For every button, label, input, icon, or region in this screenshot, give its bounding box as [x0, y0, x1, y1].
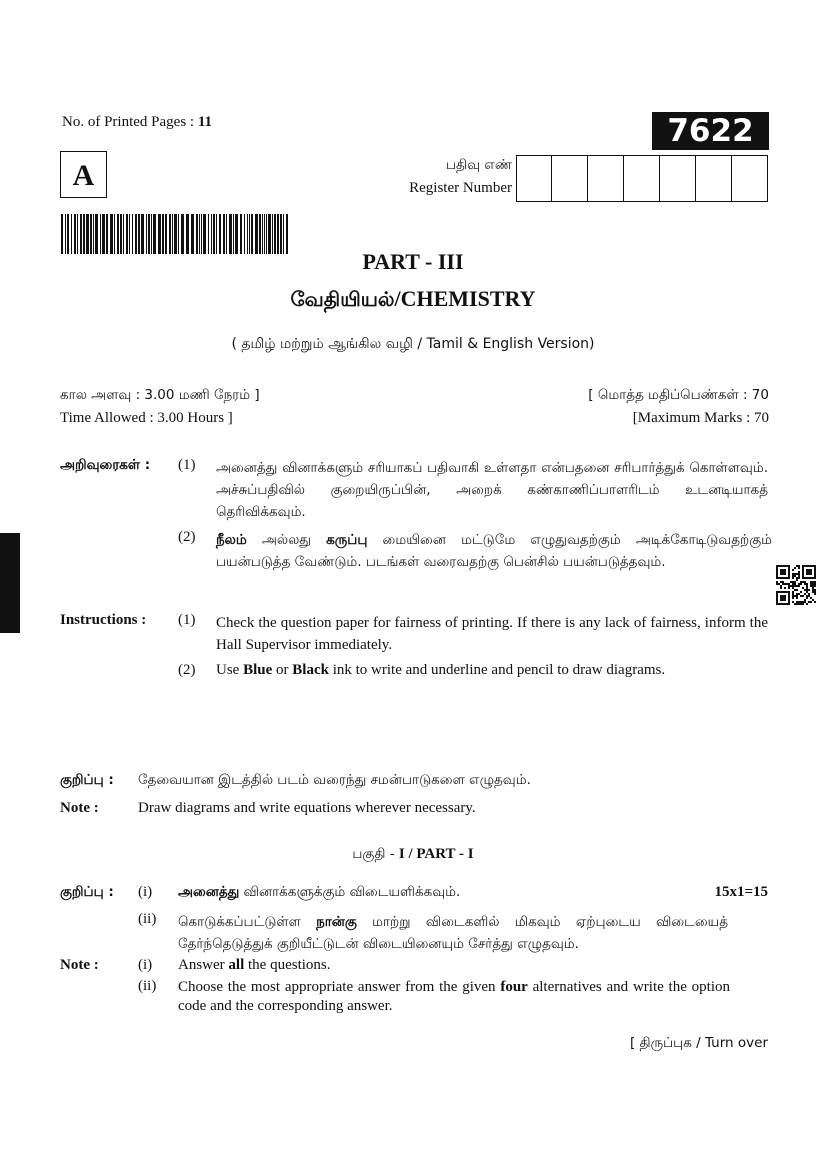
subject-title-tamil: வேதியியல்: [290, 287, 395, 311]
qr-code-image: [776, 565, 816, 605]
barcode-bar: [223, 214, 225, 254]
qr-module: [792, 577, 794, 579]
barcode-bar: [114, 214, 115, 254]
instruction-text-tamil: அனைத்து வினாக்களும் சரியாகப் பதிவாகி உள்ளதா என்பதனை சரிபார்த்துக் கொள்ளவும். அச்சுப்பதிவில் குறையிருப்பின், அறைக் கண்காணிப்பாளரிடம் உடனடியாகத் தெரிவிக்கவும்.: [216, 460, 768, 520]
ink-black-tamil: கருப்பு: [326, 532, 368, 548]
note-item-number: (ii): [138, 978, 157, 994]
qr-module: [796, 589, 798, 591]
qr-module: [802, 587, 804, 589]
margin-marker: [0, 533, 20, 633]
instruction-number: (1): [178, 457, 196, 473]
note-tamil-text: தேவையான இடத்தில் படம் வரைந்து சமன்பாடுகளை எழுதவும்.: [138, 772, 531, 788]
instruction-number: (1): [178, 612, 196, 628]
qr-module: [792, 575, 794, 577]
qr-module: [778, 583, 780, 585]
text-fragment: ink to write and underline and pencil to draw diagrams.: [328, 662, 666, 678]
part1-note-tamil-label: குறிப்பு :: [60, 884, 114, 900]
qr-module: [798, 583, 800, 585]
qr-module: [794, 575, 796, 577]
qr-module: [794, 589, 796, 591]
qr-module: [814, 589, 816, 591]
qr-module: [796, 597, 798, 599]
instruction-number: (2): [178, 529, 196, 545]
text-fragment: the questions.: [244, 957, 331, 973]
section-title-tamil: பகுதி -: [352, 846, 399, 862]
text-fragment: Answer: [178, 957, 229, 973]
qr-module: [800, 591, 802, 593]
note-item-number: (i): [138, 884, 153, 900]
register-number-boxes: [516, 155, 768, 202]
register-digit-box: [516, 155, 552, 202]
qr-module: [798, 565, 800, 567]
note-item-text-tamil: [178, 884, 460, 902]
qr-module: [798, 585, 800, 587]
note-tamil-label: குறிப்பு :: [60, 772, 114, 788]
barcode-bar: [181, 214, 184, 254]
barcode-bar: [201, 214, 202, 254]
barcode-bar: [272, 214, 273, 254]
barcode-bar: [219, 214, 221, 254]
qr-module: [784, 587, 786, 589]
barcode-bar: [172, 214, 173, 254]
qr-module: [808, 595, 810, 597]
qr-module: [812, 599, 814, 601]
qr-module: [792, 597, 794, 599]
qr-module: [796, 595, 798, 597]
barcode-bar: [244, 214, 245, 254]
qr-finder: [806, 569, 812, 575]
qr-module: [810, 581, 812, 583]
register-digit-box: [588, 155, 624, 202]
barcode-bar: [148, 214, 150, 254]
text-fragment: கொடுக்கப்பட்டுள்ள: [178, 914, 317, 930]
qr-module: [796, 573, 798, 575]
part1-marks: 15x1=15: [714, 884, 768, 900]
barcode-bar: [123, 214, 124, 254]
qr-module: [800, 601, 802, 603]
qr-module: [790, 585, 792, 587]
barcode-bar: [65, 214, 66, 254]
qr-module: [788, 587, 790, 589]
barcode-bar: [77, 214, 78, 254]
qr-module: [780, 585, 782, 587]
register-digit-box: [552, 155, 588, 202]
qr-module: [806, 585, 808, 587]
barcode-bar: [138, 214, 140, 254]
qr-module: [794, 583, 796, 585]
qr-module: [806, 587, 808, 589]
text-fragment: வினாக்களுக்கும் விடையளிக்கவும்.: [239, 884, 461, 900]
text-fragment: alternatives and write the option code and the corresponding answer.: [178, 979, 730, 1014]
qr-module: [814, 585, 816, 587]
part-title: PART - III: [362, 249, 464, 274]
barcode-bar: [178, 214, 179, 254]
ink-blue-tamil: நீலம்: [216, 532, 247, 548]
series-letter: A: [60, 151, 107, 198]
qr-module: [776, 581, 778, 583]
barcode-bar: [110, 214, 113, 254]
qr-module: [810, 601, 812, 603]
barcode-bar: [191, 214, 194, 254]
barcode-bar: [274, 214, 276, 254]
barcode-bar: [153, 214, 156, 254]
qr-module: [806, 603, 808, 605]
note-english-label: Note :: [60, 800, 99, 816]
qr-module: [798, 577, 800, 579]
barcode-bar: [86, 214, 89, 254]
qr-module: [792, 591, 794, 593]
register-label-tamil: பதிவு எண்: [445, 157, 512, 173]
qr-module: [788, 585, 790, 587]
qr-module: [812, 581, 814, 583]
barcode-bar: [165, 214, 167, 254]
qr-module: [802, 603, 804, 605]
barcode-bar: [132, 214, 133, 254]
barcode-bar: [129, 214, 130, 254]
max-marks-tamil: [ மொத்த மதிப்பெண்கள் : 70: [588, 387, 769, 403]
qr-module: [812, 583, 814, 585]
qr-module: [806, 597, 808, 599]
barcode-bar: [203, 214, 206, 254]
barcode-bar: [93, 214, 94, 254]
qr-module: [792, 601, 794, 603]
text-fragment: அல்லது: [246, 532, 327, 548]
qr-module: [800, 595, 802, 597]
qr-module: [810, 585, 812, 587]
qr-module: [790, 581, 792, 583]
paper-code: 7622: [652, 112, 769, 150]
qr-module: [792, 595, 794, 597]
emphasis-all: all: [228, 957, 245, 973]
printed-pages: [62, 114, 212, 131]
qr-module: [808, 589, 810, 591]
qr-module: [788, 583, 790, 585]
qr-module: [804, 593, 806, 595]
barcode-bar: [240, 214, 242, 254]
qr-module: [792, 593, 794, 595]
barcode-bar: [74, 214, 76, 254]
barcode-bar: [277, 214, 279, 254]
qr-module: [798, 575, 800, 577]
subject-title: [0, 286, 826, 314]
qr-module: [812, 589, 814, 591]
barcode-bar: [174, 214, 177, 254]
qr-module: [804, 589, 806, 591]
qr-module: [794, 581, 796, 583]
barcode-bar: [71, 214, 72, 254]
barcode-bar: [259, 214, 261, 254]
note-english-text: Draw diagrams and write equations wherever necessary.: [138, 800, 476, 816]
note-item-text-tamil: [178, 911, 728, 955]
barcode-bar: [280, 214, 282, 254]
qr-module: [780, 587, 782, 589]
barcode-bar: [61, 214, 63, 254]
text-fragment: மாற்று விடைகளில் மிகவும் ஏற்புடைய விடையைத் தேர்ந்தெடுத்துக் குறியீட்டுடன் விடையினையும் சேர்த்து எழுதவும்.: [178, 914, 729, 952]
time-allowed-english: Time Allowed : 3.00 Hours ]: [60, 410, 233, 426]
barcode-bar: [211, 214, 212, 254]
instructions-tamil-label: அறிவுரைகள் :: [60, 457, 151, 473]
section-title-english: I / PART - I: [398, 846, 474, 862]
barcode-bar: [226, 214, 227, 254]
barcode-bar: [268, 214, 271, 254]
qr-module: [786, 583, 788, 585]
barcode-bar: [199, 214, 200, 254]
barcode-bar: [216, 214, 217, 254]
ink-black: Black: [292, 662, 329, 678]
qr-module: [792, 583, 794, 585]
qr-module: [800, 581, 802, 583]
barcode-bar: [235, 214, 238, 254]
qr-module: [792, 569, 794, 571]
barcode-bar: [255, 214, 258, 254]
register-digit-box: [660, 155, 696, 202]
qr-module: [812, 587, 814, 589]
barcode-bar: [158, 214, 161, 254]
qr-module: [800, 583, 802, 585]
subject-title-english: /CHEMISTRY: [394, 286, 536, 311]
emphasis-four: four: [500, 979, 528, 995]
qr-module: [814, 581, 816, 583]
emphasis-all-tamil: அனைத்து: [178, 884, 240, 900]
text-fragment: Use: [216, 662, 244, 678]
qr-module: [796, 603, 798, 605]
qr-module: [808, 601, 810, 603]
qr-module: [796, 565, 798, 567]
qr-module: [794, 595, 796, 597]
qr-module: [808, 593, 810, 595]
barcode-bar: [90, 214, 92, 254]
max-marks-english: [Maximum Marks : 70: [632, 410, 769, 426]
instruction-text-english: [216, 662, 768, 679]
text-fragment: மையினை மட்டுமே எழுதுவதற்கும் அடிக்கோடிடுவதற்கும் பயன்படுத்த வேண்டும். படங்கள் வரைவதற்கு பென்சில் பயன்படுத்தவும்.: [216, 532, 772, 570]
qr-module: [780, 581, 782, 583]
barcode-bar: [151, 214, 152, 254]
barcode-bar: [141, 214, 144, 254]
qr-module: [804, 583, 806, 585]
barcode-bar: [146, 214, 147, 254]
barcode-bar: [117, 214, 119, 254]
version-line: ( தமிழ் மற்றும் ஆங்கில வழி / Tamil & English Version): [231, 336, 595, 352]
barcode-bar: [286, 214, 288, 254]
qr-module: [782, 581, 784, 583]
qr-module: [792, 585, 794, 587]
qr-module: [798, 601, 800, 603]
qr-module: [804, 599, 806, 601]
qr-module: [794, 603, 796, 605]
barcode-bar: [120, 214, 122, 254]
printed-pages-label: No. of Printed Pages :: [62, 114, 195, 130]
emphasis-four-tamil: நான்கு: [316, 914, 357, 930]
part1-note-english-label: Note :: [60, 957, 99, 973]
barcode-bar: [266, 214, 267, 254]
barcode-bar: [162, 214, 164, 254]
barcode-bar: [186, 214, 189, 254]
qr-module: [810, 597, 812, 599]
qr-module: [814, 591, 816, 593]
register-digit-box: [732, 155, 768, 202]
qr-module: [798, 573, 800, 575]
qr-module: [792, 573, 794, 575]
qr-module: [806, 589, 808, 591]
qr-module: [806, 583, 808, 585]
register-digit-box: [696, 155, 732, 202]
qr-module: [796, 601, 798, 603]
qr-module: [810, 583, 812, 585]
instruction-number: (2): [178, 662, 196, 678]
qr-module: [804, 601, 806, 603]
barcode-bar: [83, 214, 85, 254]
barcode-bar: [100, 214, 101, 254]
barcode-bar: [251, 214, 253, 254]
qr-module: [802, 581, 804, 583]
note-item-text-english: [178, 978, 730, 1016]
register-digit-box: [624, 155, 660, 202]
qr-module: [804, 581, 806, 583]
qr-module: [802, 595, 804, 597]
barcode-bar: [249, 214, 250, 254]
qr-module: [800, 603, 802, 605]
qr-module: [794, 573, 796, 575]
turn-over-label: [ திருப்புக / Turn over: [629, 1035, 768, 1051]
barcode-bar: [213, 214, 215, 254]
qr-module: [814, 583, 816, 585]
qr-module: [784, 583, 786, 585]
qr-module: [776, 583, 778, 585]
text-fragment: Choose the most appropriate answer from the given: [178, 979, 501, 995]
qr-module: [812, 585, 814, 587]
instruction-text-english: Check the question paper for fairness of printing. If there is any lack of fairness, inform the Hall Supervisor immediately.: [216, 615, 768, 653]
barcode-bar: [135, 214, 137, 254]
barcode-bar: [169, 214, 171, 254]
qr-module: [806, 595, 808, 597]
qr-module: [814, 593, 816, 595]
text-fragment: or: [272, 662, 293, 678]
qr-module: [796, 579, 798, 581]
qr-finder: [780, 569, 786, 575]
qr-module: [798, 571, 800, 573]
printed-pages-value: 11: [197, 114, 213, 130]
qr-finder: [780, 595, 786, 601]
qr-module: [798, 603, 800, 605]
qr-module: [782, 583, 784, 585]
note-item-number: (i): [138, 957, 153, 973]
barcode-bar: [247, 214, 248, 254]
qr-module: [796, 585, 798, 587]
register-label-english: Register Number: [409, 180, 512, 196]
barcode-image: [61, 214, 289, 254]
qr-module: [814, 601, 816, 603]
barcode-bar: [106, 214, 108, 254]
qr-module: [794, 585, 796, 587]
barcode-bar: [67, 214, 69, 254]
qr-module: [798, 593, 800, 595]
qr-module: [792, 587, 794, 589]
barcode-bar: [264, 214, 265, 254]
qr-module: [794, 567, 796, 569]
note-item-number: (ii): [138, 911, 157, 927]
barcode-bar: [208, 214, 209, 254]
qr-module: [802, 601, 804, 603]
instructions-english-label: Instructions :: [60, 612, 147, 628]
qr-module: [796, 577, 798, 579]
qr-module: [792, 581, 794, 583]
barcode-bar: [80, 214, 82, 254]
qr-module: [798, 567, 800, 569]
ink-blue: Blue: [243, 662, 273, 678]
qr-module: [812, 591, 814, 593]
barcode-bar: [283, 214, 284, 254]
barcode-bar: [229, 214, 232, 254]
qr-module: [796, 593, 798, 595]
barcode-bar: [102, 214, 105, 254]
barcode-bar: [233, 214, 234, 254]
time-allowed-tamil: கால அளவு : 3.00 மணி நேரம் ]: [60, 387, 260, 403]
note-item-text-english: [178, 957, 331, 974]
barcode-bar: [95, 214, 98, 254]
barcode-bar: [262, 214, 263, 254]
barcode-bar: [126, 214, 128, 254]
qr-module: [806, 591, 808, 593]
section-title: [0, 846, 826, 864]
instruction-text-tamil: [216, 529, 772, 573]
barcode-bar: [196, 214, 198, 254]
